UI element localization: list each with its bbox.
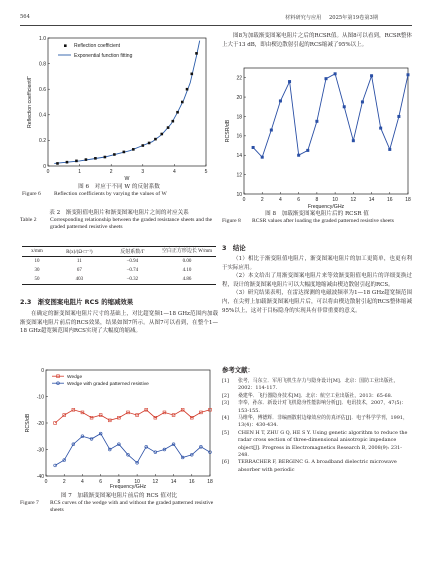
x-tick-label: 2 [62, 479, 66, 485]
x-tick-label: 14 [368, 197, 375, 203]
data-point [181, 101, 184, 104]
x-tick-label: 4 [173, 169, 176, 175]
y-axis-label: RCSR/dB [225, 119, 231, 143]
figure-6-caption-cn: 图 6 对应于不同 W 的反射系数 [78, 184, 160, 190]
x-tick-label: 8 [315, 197, 319, 203]
x-tick-label: 18 [405, 197, 411, 203]
y-tick-label: 22 [236, 75, 242, 82]
table-cell: −0.94 [126, 259, 139, 264]
table-2-title-cn: 表 2 渐变阻值电阻片和渐变图案电阻片之间的对应关系 [49, 210, 189, 216]
data-point [270, 129, 273, 132]
references-list [222, 378, 412, 474]
legend-label: Wedge [67, 375, 83, 380]
right-intro-text: 图8为加载渐变图案电阻片之后的RCSR值。从图8可以看到，RCSR整体上大于13 dB，即由楔边散射引起的RCS缩减了95%以上。 [222, 33, 412, 48]
y-axis-label: RCS/dB [25, 413, 31, 433]
y-tick-label: 0 [41, 367, 44, 374]
y-tick-label: 1.0 [39, 35, 46, 42]
data-point [66, 161, 69, 164]
data-point [261, 156, 264, 159]
data-point [176, 111, 179, 114]
y-tick-label: 16 [236, 133, 242, 140]
figure-8-caption-en-text: RCSR values after loading the graded patterned resistive sheets [252, 218, 394, 224]
figure-6-caption-en-text: Reflection coefficients by varying the values of W [54, 191, 167, 197]
x-tick-label: 16 [386, 197, 393, 203]
references-heading: 参考文献： [222, 366, 254, 374]
series-line [253, 74, 408, 157]
table-header-cell: 空白正方形边长 W/mm [161, 248, 213, 254]
conclusion-3: （3）研究结果表明，在雷达探测的电磁波频率为1—18 GHz超宽频范围内，在尖劈上加载渐变图案电阻片后，可以将由楔边散射引起的RCS整体缩减95%以上，这对于目标隐身的实现具有非常重要的意义。 [222, 290, 412, 314]
data-point [407, 73, 410, 76]
data-point [195, 52, 198, 55]
section-2-3-paragraph [20, 310, 218, 336]
conclusion-1: （1）相比于渐变阻值电阻片，渐变图案电阻片的加工更简单，也更有利于实际应用。 [222, 256, 412, 271]
figure-7-caption-en [20, 500, 218, 514]
data-point [279, 99, 282, 102]
header-rule [20, 25, 412, 26]
legend-marker-points [64, 44, 67, 47]
legend-label: Wedge with graded patterned resistive [67, 382, 149, 387]
table-header-cell: x/mm [31, 249, 43, 254]
plot-frame [244, 68, 408, 194]
x-tick-label: 3 [141, 169, 145, 175]
y-tick-label: -30 [36, 447, 44, 454]
data-point [154, 138, 157, 141]
x-tick-label: 2 [260, 197, 264, 203]
data-point [172, 120, 175, 123]
y-tick-label: 0 [43, 163, 46, 170]
x-tick-label: 5 [204, 169, 208, 175]
figure-6-chart [26, 34, 212, 182]
data-point [104, 156, 107, 159]
figure-8-caption [222, 211, 412, 225]
x-tick-label: 18 [207, 479, 213, 485]
x-tick-label: 4 [279, 197, 282, 203]
table-header-cell: 反射系数/Γ [120, 250, 145, 255]
legend-label: Exponential function fitting [74, 53, 133, 59]
figure-7-chart [24, 366, 214, 490]
y-tick-label: 18 [236, 114, 242, 121]
fit-line [54, 41, 199, 164]
series-line [55, 410, 210, 423]
reference-text: 李奉，孙东．新设计对飞机隐身性能影响分析[J]．电讯技术，2007，47(5)：153-155. [238, 400, 407, 414]
data-point [190, 73, 193, 76]
table-2-title-en [20, 217, 218, 231]
table-cell: 50 [34, 277, 40, 282]
page-number: 564 [20, 14, 30, 20]
data-point [343, 105, 346, 108]
reference-text: 桑建华．飞行器隐身技术[M]．北京：航空工业出版社，2013：65-68. [238, 392, 393, 399]
section-2-3-text: 在确定的渐变图案电阻片尺寸的基础上，对比超宽频1—18 GHz范围内加载渐变图案电阻片前后的RCS效果，结果如图7所示。从图7可以看到，在整个1—18 GHz超宽频范围内RCS实现了大幅度的缩减。 [20, 311, 218, 335]
journal-name: 材料研究与应用 [285, 15, 322, 21]
x-tick-label: 6 [99, 479, 103, 485]
data-point [113, 153, 116, 156]
table-cell: 0.00 [182, 259, 192, 264]
conclusion-2: （2）本文给出了用渐变图案电阻片来等效渐变阻值电阻片的详细变换过程，设计的渐变图案电阻片可以大幅度地缩减由楔边散射引起的RCS。 [222, 273, 412, 288]
reference-number: [4] [222, 415, 229, 422]
y-tick-label: 10 [236, 191, 242, 198]
reference-text: CHEN H T, ZHU G Q, HE S Y. Using genetic algorithm to reduce the radar cross section of three-dimensional anisotropic impedance object[J]. Progress in Electromagnetics Research B, 2008(9): 231-248. [238, 429, 408, 459]
figure-7-label: Figure 7 [20, 500, 39, 506]
table-row [22, 266, 216, 275]
y-tick-label: -40 [36, 473, 44, 480]
reference-number: [6] [222, 459, 229, 466]
reference-number: [1] [222, 378, 229, 384]
reference-number: [5] [222, 429, 229, 436]
data-point [334, 72, 337, 75]
section-2-3-heading: 2.3 渐变图案电阻片 RCS 的缩减效果 [20, 298, 134, 306]
section-3-heading: 3 结论 [222, 244, 246, 252]
x-tick-label: 8 [117, 479, 121, 485]
y-tick-label: -10 [36, 394, 44, 401]
figure-6-caption [22, 184, 216, 198]
data-point [361, 100, 364, 103]
data-point [325, 77, 328, 80]
x-tick-label: 0 [242, 197, 246, 203]
table-2-caption [20, 210, 218, 231]
reference-number: [2] [222, 392, 229, 399]
data-point [94, 157, 97, 160]
data-point [388, 148, 391, 151]
y-tick-label: 0.8 [39, 61, 46, 68]
y-tick-label: 0.4 [39, 112, 46, 119]
data-point [56, 162, 59, 165]
figure-8-label: Figure 8 [222, 218, 241, 224]
data-point [297, 154, 300, 157]
reference-text: 张考，马东立．军用飞机生存力与隐身设计[M]．北京：国防工业出版社，2002：114-117. [238, 378, 399, 392]
table-cell: 403 [75, 277, 84, 282]
table-row [22, 257, 216, 267]
data-point [85, 158, 88, 161]
figure-8-chart [224, 64, 412, 210]
table-2-title-en-text: Corresponding relationship between the graded resistance sheets and the graded patterned resistive sheets [50, 217, 213, 230]
table-cell: 4.10 [182, 268, 192, 273]
data-point [132, 148, 135, 151]
x-tick-label: 1 [78, 169, 81, 175]
x-tick-label: 0 [44, 479, 48, 485]
x-tick-label: 10 [332, 197, 338, 203]
data-point [167, 126, 170, 129]
y-axis-label: Reflection coefficient/Γ [27, 75, 33, 129]
data-point [288, 80, 291, 83]
running-header [285, 14, 378, 21]
x-tick-label: 2 [109, 169, 113, 175]
table-row [22, 275, 216, 285]
reference-item [222, 415, 412, 430]
figure-8-caption-cn: 图 8 加载渐变图案电阻片后的 RCSR 值 [265, 211, 369, 217]
data-point [123, 151, 126, 154]
x-tick-label: 10 [134, 479, 140, 485]
reference-item [222, 430, 412, 460]
reference-item [222, 459, 412, 474]
table-cell: 30 [34, 268, 40, 273]
reference-text: 马维华，傅德辉．非编画散射边缘效应的仿真评估[J]．电子科学学刊，1991，13(4)：430-434. [238, 415, 408, 429]
y-tick-label: 14 [236, 153, 242, 160]
figure-6-caption-en [22, 191, 216, 198]
reference-text: TERRACHER F, BERGINC G. A broadband dielectric microwave absorber with periodic [238, 459, 397, 473]
figure-7-caption [20, 493, 218, 514]
legend-label: Reflection coefficient [74, 43, 121, 49]
data-point [160, 133, 163, 136]
x-tick-label: 4 [81, 479, 84, 485]
y-tick-label: 0.2 [39, 138, 46, 145]
reference-item [222, 378, 412, 393]
data-point [142, 144, 145, 147]
x-tick-label: 14 [170, 479, 177, 485]
x-axis-label: W [124, 176, 130, 182]
data-point [315, 120, 318, 123]
table-cell: 10 [34, 259, 40, 264]
table-cell: 4.86 [182, 277, 192, 282]
y-tick-label: 12 [236, 172, 242, 179]
table-cell: 67 [76, 268, 82, 273]
figure-8-caption-en [222, 218, 412, 225]
y-tick-label: -20 [36, 420, 44, 427]
journal-issue: 2025年第19卷第3期 [328, 15, 379, 21]
right-intro-paragraph [222, 32, 412, 49]
y-tick-label: 0.6 [39, 87, 46, 93]
x-tick-label: 6 [297, 197, 301, 203]
x-tick-label: 12 [350, 197, 357, 203]
reference-item [222, 400, 412, 415]
table-cell: −0.32 [126, 277, 139, 282]
data-point [397, 115, 400, 118]
x-tick-label: 16 [188, 479, 195, 485]
table-cell: −0.74 [126, 268, 139, 273]
figure-7-caption-en-text: RCS curves of the wedge with and without the graded patterned resistive sheets [50, 500, 214, 513]
figure-7-caption-cn: 图 7 加载渐变图案电阻片前后的 RCS 值对比 [60, 493, 178, 499]
table-header-cell: R(x)/(Ω·□⁻¹) [66, 249, 93, 255]
figure-6-label: Figure 6 [22, 191, 41, 197]
data-point [186, 88, 189, 91]
data-point [75, 160, 78, 163]
data-point [352, 139, 355, 142]
data-point [370, 74, 373, 77]
data-point [379, 127, 382, 130]
reference-number: [3] [222, 400, 229, 407]
series-line [55, 434, 210, 466]
x-axis-label: Frequency/GHz [109, 484, 147, 490]
data-point [148, 142, 151, 145]
table-2 [22, 246, 216, 285]
data-point [306, 149, 309, 152]
data-point [252, 146, 255, 149]
x-tick-label: 0 [46, 169, 50, 175]
y-tick-label: 20 [236, 94, 242, 101]
x-axis-label: Frequency/GHz [307, 204, 345, 210]
table-cell: 11 [76, 259, 82, 264]
table-2-label: Table 2 [20, 217, 37, 223]
section-3-body [222, 255, 412, 315]
x-tick-label: 12 [152, 479, 159, 485]
